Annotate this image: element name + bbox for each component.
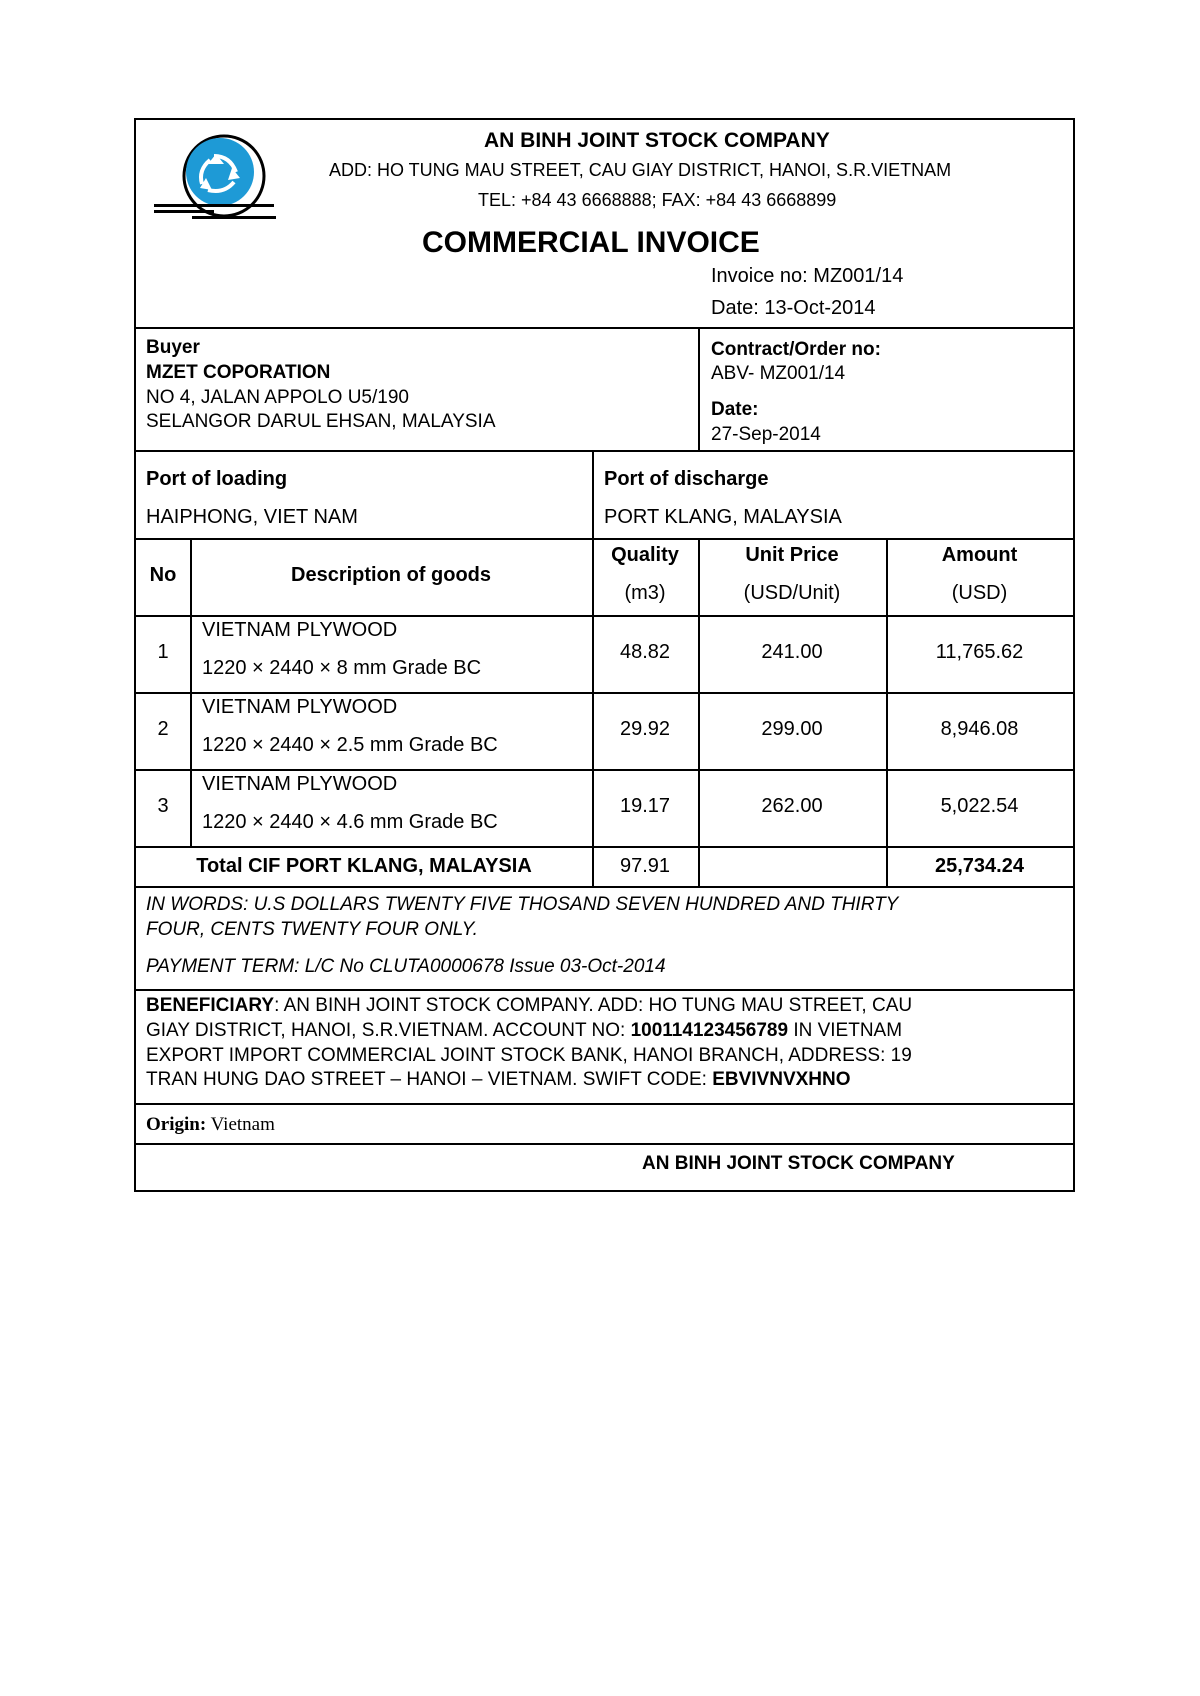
ports-section bbox=[136, 452, 1073, 540]
in-words-line1: IN WORDS: U.S DOLLARS TWENTY FIVE THOSAND SEVEN HUNDRED AND THIRTY bbox=[146, 894, 899, 915]
invoice-date: Date: 13-Oct-2014 bbox=[711, 297, 876, 319]
buyer-address-line2: SELANGOR DARUL EHSAN, MALAYSIA bbox=[146, 411, 496, 432]
header-quality-unit: (m3) bbox=[624, 582, 666, 604]
port-discharge: PORT KLANG, MALAYSIA bbox=[604, 506, 842, 528]
header-amount-unit: (USD) bbox=[951, 582, 1008, 604]
buyer-address-line1: NO 4, JALAN APPOLO U5/190 bbox=[146, 387, 409, 408]
port-loading-label: Port of loading bbox=[146, 468, 288, 490]
beneficiary-line2 bbox=[146, 1020, 902, 1042]
header-no: No bbox=[149, 564, 177, 586]
origin-line bbox=[146, 1114, 275, 1136]
row-unit-price: 241.00 bbox=[761, 641, 823, 663]
swift-code: EBVIVNVXHNO bbox=[712, 1069, 851, 1090]
invoice-document bbox=[134, 118, 1075, 1192]
total-quality: 97.91 bbox=[619, 855, 671, 877]
signature-section bbox=[136, 1145, 1073, 1190]
port-loading: HAIPHONG, VIET NAM bbox=[146, 506, 358, 528]
row-quality: 19.17 bbox=[619, 795, 671, 817]
payment-term: PAYMENT TERM: L/C No CLUTA0000678 Issue 03-Oct-2014 bbox=[146, 956, 666, 977]
row-description-spec: 1220 × 2440 × 8 mm Grade BC bbox=[202, 657, 482, 679]
invoice-number: Invoice no: MZ001/14 bbox=[711, 265, 904, 287]
recycle-globe-icon bbox=[152, 134, 276, 224]
table-row bbox=[136, 694, 1073, 771]
amount-in-words-section bbox=[136, 888, 1073, 991]
row-description-spec: 1220 × 2440 × 4.6 mm Grade BC bbox=[202, 811, 498, 833]
total-row bbox=[136, 848, 1073, 888]
header-unit-price: Unit Price bbox=[745, 544, 839, 566]
table-row bbox=[136, 617, 1073, 694]
buyer-label: Buyer bbox=[146, 337, 200, 358]
row-quality: 29.92 bbox=[619, 718, 671, 740]
row-description-name: VIETNAM PLYWOOD bbox=[202, 619, 398, 641]
header-description: Description of goods bbox=[291, 564, 491, 586]
origin-section bbox=[136, 1105, 1073, 1145]
total-label: Total CIF PORT KLANG, MALAYSIA bbox=[196, 855, 532, 877]
row-description-spec: 1220 × 2440 × 2.5 mm Grade BC bbox=[202, 734, 498, 756]
company-contact: TEL: +84 43 6668888; FAX: +84 43 6668899 bbox=[478, 190, 837, 210]
beneficiary-text-5: TRAN HUNG DAO STREET – HANOI – VIETNAM. SWIFT CODE: bbox=[146, 1069, 713, 1090]
table-header bbox=[136, 540, 1073, 617]
company-logo bbox=[152, 134, 276, 224]
beneficiary-line1 bbox=[146, 995, 912, 1017]
row-description-name: VIETNAM PLYWOOD bbox=[202, 773, 398, 795]
contract-number: ABV- MZ001/14 bbox=[711, 363, 846, 384]
port-discharge-label: Port of discharge bbox=[604, 468, 769, 490]
header-unit-price-unit: (USD/Unit) bbox=[743, 582, 841, 604]
header-quality: Quality bbox=[611, 544, 679, 566]
beneficiary-line3 bbox=[146, 1045, 912, 1067]
total-amount: 25,734.24 bbox=[935, 855, 1024, 877]
beneficiary-text-1: : AN BINH JOINT STOCK COMPANY. ADD: HO TUNG MAU STREET, CAU bbox=[274, 995, 913, 1016]
header-amount: Amount bbox=[941, 544, 1018, 566]
company-name: AN BINH JOINT STOCK COMPANY bbox=[484, 129, 830, 152]
beneficiary-label: BENEFICIARY bbox=[146, 995, 275, 1016]
row-amount: 5,022.54 bbox=[940, 795, 1019, 817]
document-title: COMMERCIAL INVOICE bbox=[422, 226, 760, 259]
signature-company: AN BINH JOINT STOCK COMPANY bbox=[642, 1153, 955, 1174]
invoice-header bbox=[136, 120, 1073, 329]
beneficiary-line4 bbox=[146, 1069, 851, 1091]
account-number: 100114123456789 bbox=[630, 1020, 789, 1041]
row-no: 1 bbox=[157, 641, 169, 663]
contract-date: 27-Sep-2014 bbox=[711, 424, 821, 445]
beneficiary-text-2: GIAY DISTRICT, HANOI, S.R.VIETNAM. ACCOUNT NO: bbox=[146, 1020, 631, 1041]
beneficiary-section bbox=[136, 991, 1073, 1105]
table-row bbox=[136, 771, 1073, 848]
origin-value: Vietnam bbox=[206, 1114, 275, 1135]
contract-label: Contract/Order no: bbox=[711, 339, 881, 360]
row-description-name: VIETNAM PLYWOOD bbox=[202, 696, 398, 718]
row-no: 2 bbox=[157, 718, 169, 740]
origin-label: Origin: bbox=[146, 1114, 207, 1135]
buyer-name: MZET COPORATION bbox=[146, 362, 331, 383]
beneficiary-text-3: IN VIETNAM bbox=[788, 1020, 903, 1041]
row-no: 3 bbox=[157, 795, 169, 817]
row-quality: 48.82 bbox=[619, 641, 671, 663]
row-amount: 11,765.62 bbox=[935, 641, 1024, 663]
row-unit-price: 262.00 bbox=[761, 795, 823, 817]
in-words-line2: FOUR, CENTS TWENTY FOUR ONLY. bbox=[146, 919, 478, 940]
buyer-contract-section bbox=[136, 329, 1073, 452]
beneficiary-text-4: EXPORT IMPORT COMMERCIAL JOINT STOCK BANK, HANOI BRANCH, ADDRESS: 19 bbox=[146, 1045, 912, 1066]
row-amount: 8,946.08 bbox=[940, 718, 1019, 740]
contract-date-label: Date: bbox=[711, 399, 759, 420]
company-address: ADD: HO TUNG MAU STREET, CAU GIAY DISTRICT, HANOI, S.R.VIETNAM bbox=[329, 160, 952, 180]
row-unit-price: 299.00 bbox=[761, 718, 823, 740]
